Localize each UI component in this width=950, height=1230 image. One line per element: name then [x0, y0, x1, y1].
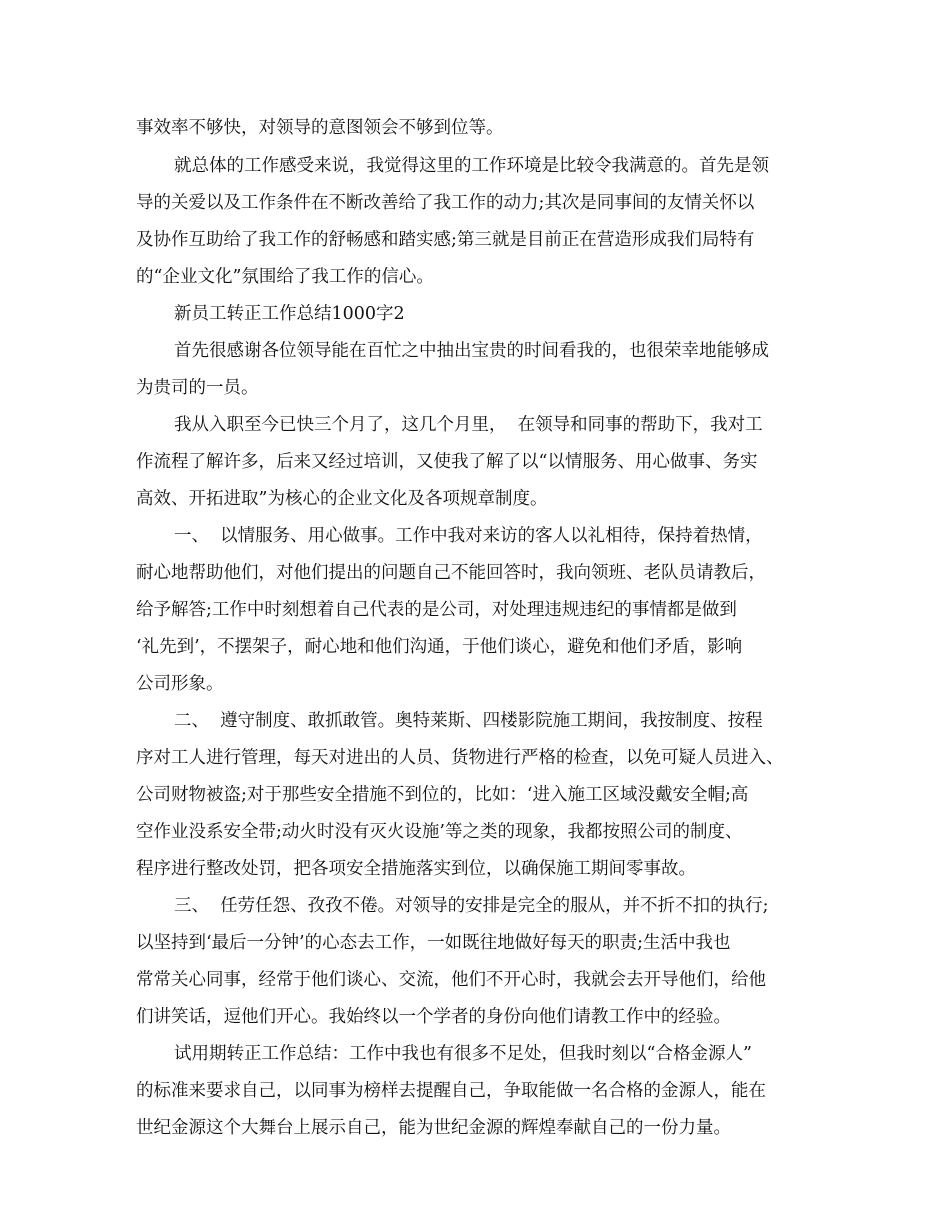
- text-line: 导的关爱以及工作条件在不断改善给了我工作的动力;其次是同事间的友情关怀以: [136, 193, 755, 213]
- text-line: 常常关心同事，经常于他们谈心、交流，他们不开心时，我就会去开导他们，给他: [136, 970, 766, 990]
- text-line: 为贵司的一员。: [136, 378, 259, 398]
- text-line: 程序进行整改处罚，把各项安全措施落实到位，以确保施工期间零事故。: [136, 859, 696, 879]
- text-line: 的“企业文化”氛围给了我工作的信心。: [136, 267, 434, 287]
- text-line: 世纪金源这个大舞台上展示自己，能为世纪金源的辉煌奉献自己的一份力量。: [136, 1118, 731, 1138]
- text-line: 公司财物被盗;对于那些安全措施不到位的，比如：‘进入施工区域没戴安全帽;高: [136, 785, 749, 805]
- text-line: 公司形象。: [136, 674, 224, 694]
- text-line: 三、 任劳任怨、孜孜不倦。对领导的安排是完全的服从，并不折不扣的执行;: [174, 896, 769, 916]
- text-line: 耐心地帮助他们，对他们提出的问题自己不能回答时，我向领班、老队员请教后，: [136, 563, 766, 583]
- text-line: 就总体的工作感受来说，我觉得这里的工作环境是比较令我满意的。首先是领: [174, 156, 769, 176]
- text-line: ‘礼先到’，不摆架子，耐心地和他们沟通，于他们谈心，避免和他们矛盾，影响: [136, 637, 743, 657]
- text-line: 一、 以情服务、用心做事。工作中我对来访的客人以礼相待，保持着热情，: [174, 526, 763, 546]
- text-line: 试用期转正工作总结：工作中我也有很多不足处，但我时刻以“合格金源人”: [174, 1044, 752, 1064]
- text-line: 空作业没系安全带;动火时没有灭火设施’等之类的现象，我都按照公司的制度、: [136, 822, 743, 842]
- text-line: 首先很感谢各位领导能在百忙之中抽出宝贵的时间看我的，也很荣幸地能够成: [174, 341, 769, 361]
- text-line: 的标准来要求自己，以同事为榜样去提醒自己，争取能做一名合格的金源人，能在: [136, 1081, 766, 1101]
- text-line: 们讲笑话，逗他们开心。我始终以一个学者的身份向他们请教工作中的经验。: [136, 1007, 731, 1027]
- text-line: 及协作互助给了我工作的舒畅感和踏实感;第三就是目前正在营造形成我们局特有: [136, 230, 755, 250]
- text-line: 二、 遵守制度、敢抓敢管。奥特莱斯、四楼影院施工期间，我按制度、按程: [174, 711, 763, 731]
- text-line: 以坚持到‘最后一分钟’的心态去工作，一如既往地做好每天的职责;生活中我也: [136, 933, 731, 953]
- text-line: 序对工人进行管理，每天对进出的人员、货物进行严格的检查，以免可疑人员进入、: [136, 748, 784, 768]
- section-heading: 新员工转正工作总结1000字2: [174, 304, 405, 324]
- text-line: 我从入职至今已快三个月了，这几个月里， 在领导和同事的帮助下，我对工: [174, 415, 763, 435]
- text-line: 高效、开拓进取”为核心的企业文化及各项规章制度。: [136, 489, 548, 509]
- text-line: 给予解答;工作中时刻想着自己代表的是公司，对处理违规违纪的事情都是做到: [136, 600, 737, 620]
- text-line: 作流程了解许多，后来又经过培训，又使我了解了以“以情服务、用心做事、务实: [136, 452, 758, 472]
- text-line: 事效率不够快，对领导的意图领会不够到位等。: [136, 118, 504, 138]
